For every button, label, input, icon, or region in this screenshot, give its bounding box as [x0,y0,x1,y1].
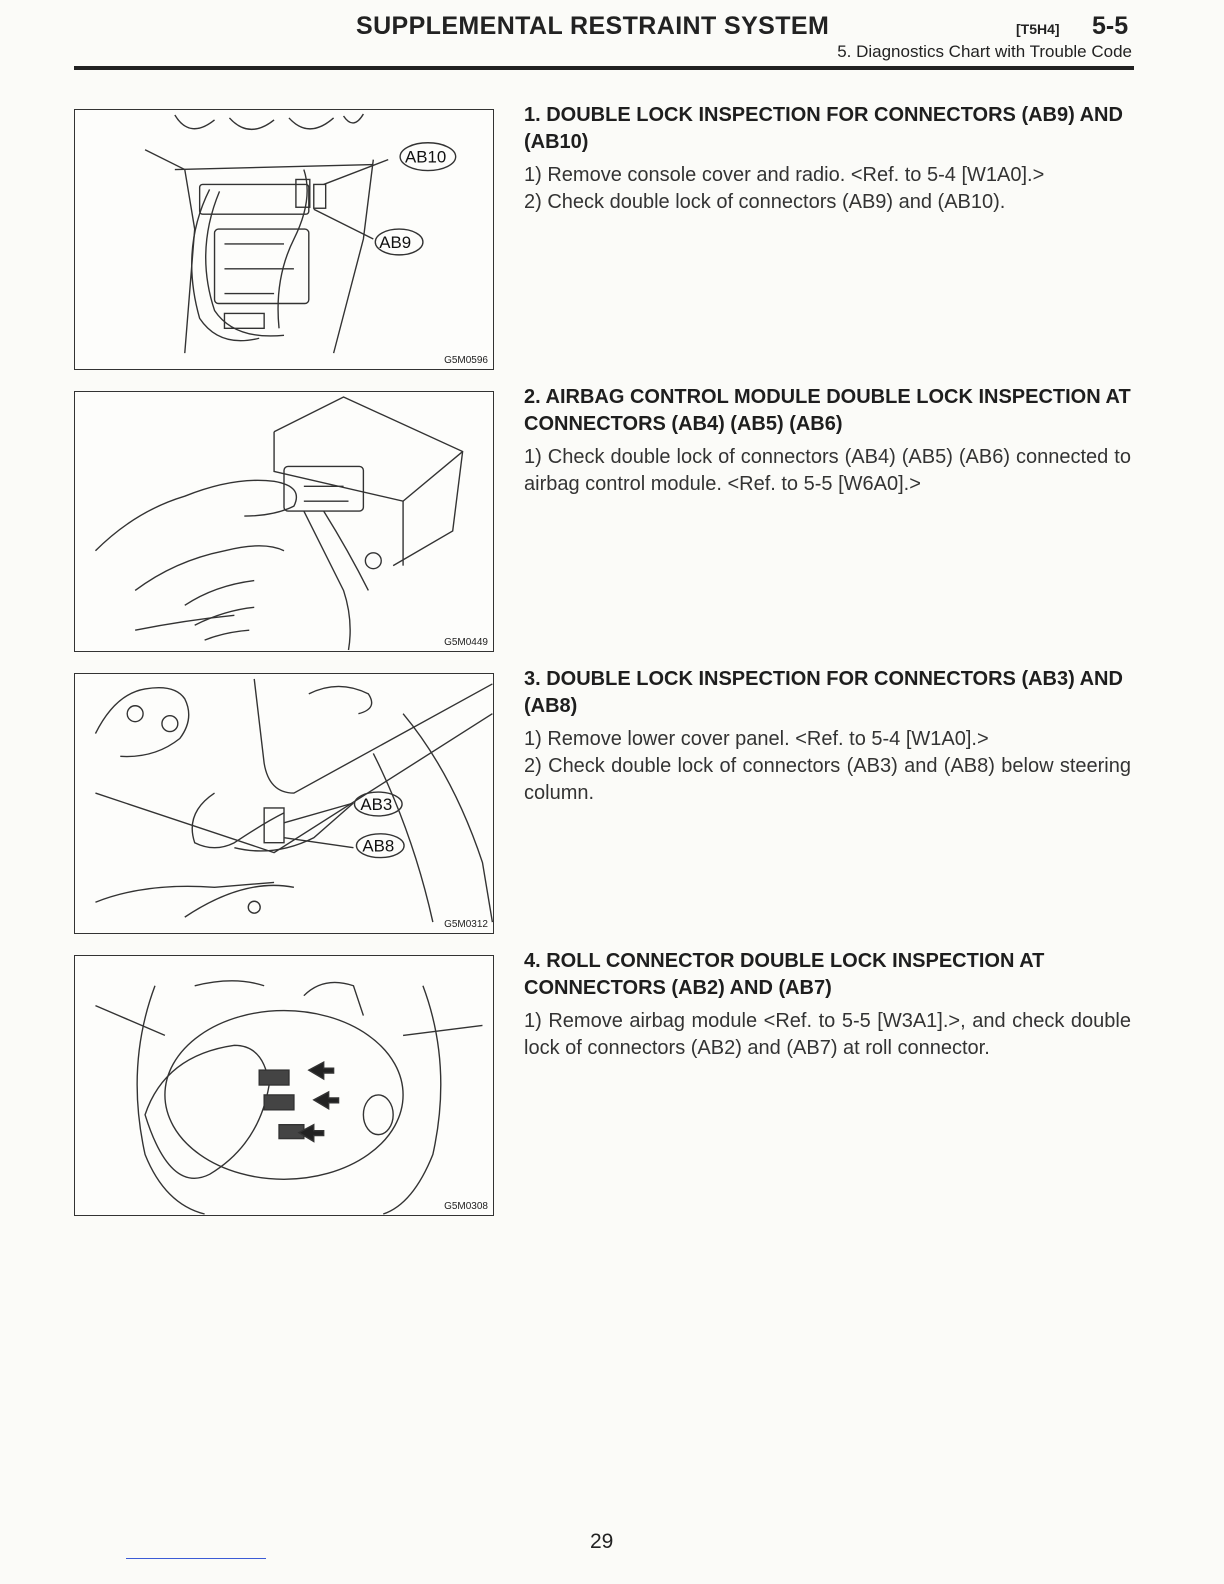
module-hand-illustration [75,392,493,651]
section-step: 2) Check double lock of connectors (AB3) and (AB8) below steering column. [524,755,1131,804]
section-1 [524,102,1131,216]
callout-ab9: AB9 [379,232,412,252]
section-title: 4. ROLL CONNECTOR DOUBLE LOCK INSPECTION AT CONNECTORS (AB2) AND (AB7) [524,950,1045,999]
callout-ab3: AB3 [360,794,393,814]
footer-rule [126,1558,266,1559]
figure-code: G5M0308 [444,1201,488,1212]
section-step: 1) Check double lock of connectors (AB4) (AB5) (AB6) connected to airbag control module. <Ref. to 5-5 [W6A0].> [524,446,1131,495]
section-step: 1) Remove console cover and radio. <Ref. to 5-4 [W1A0].> [524,164,1045,186]
section-title: 1. DOUBLE LOCK INSPECTION FOR CONNECTORS (AB9) AND (AB10) [524,104,1123,153]
callout-ab10: AB10 [405,147,447,167]
header-title: SUPPLEMENTAL RESTRAINT SYSTEM [356,12,830,40]
page-number: 29 [590,1530,614,1553]
figure-console-connectors [74,109,494,370]
header-page-ref: 5-5 [1092,12,1129,40]
section-3 [524,666,1131,807]
figure-airbag-control-module [74,391,494,652]
figure-code: G5M0596 [444,355,488,366]
header-subtitle: 5. Diagnostics Chart with Trouble Code [837,42,1132,61]
figure-steering-column-connectors [74,673,494,934]
section-2 [524,384,1131,498]
section-step: 1) Remove lower cover panel. <Ref. to 5-4 [W1A0].> [524,728,989,750]
section-4 [524,948,1131,1062]
header-code: [T5H4] [1016,21,1060,37]
section-title: 3. DOUBLE LOCK INSPECTION FOR CONNECTORS (AB3) AND (AB8) [524,668,1123,717]
callout-ab8: AB8 [362,836,395,856]
section-step: 1) Remove airbag module <Ref. to 5-5 [W3A1].>, and check double lock of connectors (AB2) and (AB7) at roll connector. [524,1010,1131,1059]
figure-code: G5M0312 [444,919,488,930]
section-title: 2. AIRBAG CONTROL MODULE DOUBLE LOCK INSPECTION AT CONNECTORS (AB4) (AB5) (AB6) [524,386,1131,435]
figure-code: G5M0449 [444,637,488,648]
header-rule [74,66,1134,70]
section-step: 2) Check double lock of connectors (AB9) and (AB10). [524,191,1006,213]
roll-connector-illustration [75,956,493,1215]
figure-roll-connector [74,955,494,1216]
